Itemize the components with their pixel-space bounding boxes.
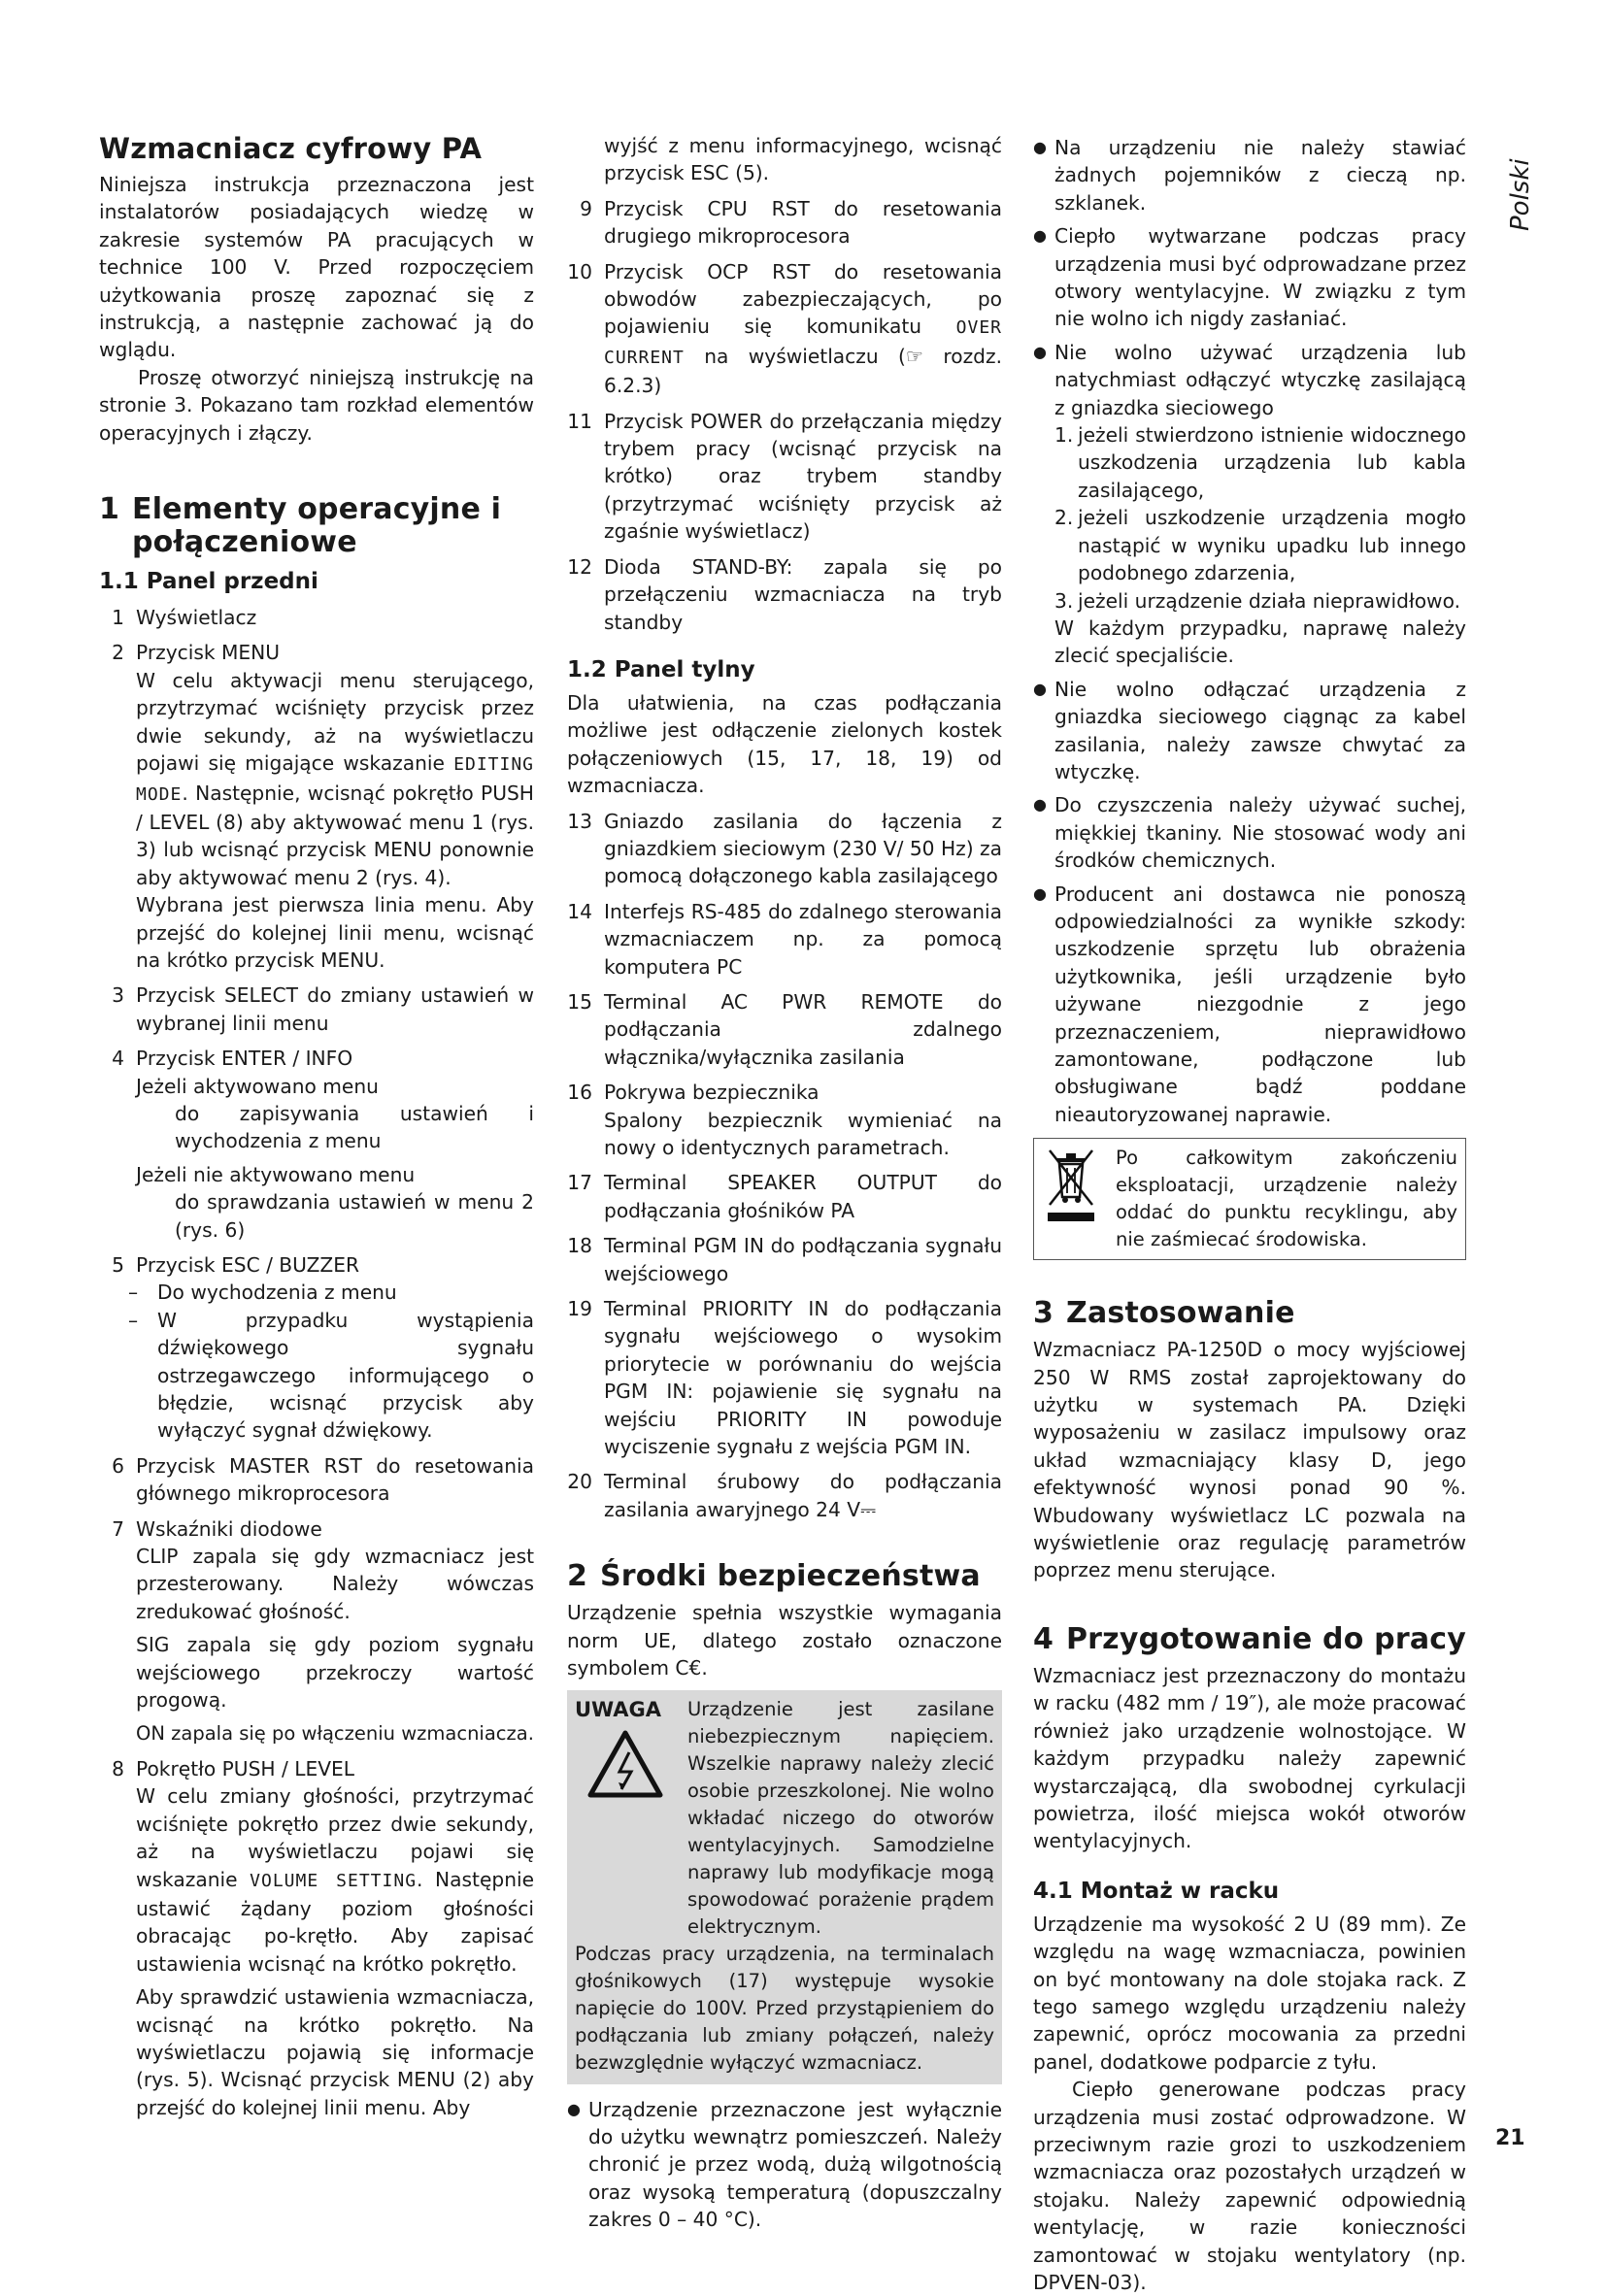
section-1-2-intro: Dla ułatwienia, na czas podłączania możliwe jest odłączenie zielonych kostek połączeniowych (15, 17, 18, 19) od wzmacniacza. [567, 690, 1002, 798]
page-number: 21 [1495, 2126, 1525, 2150]
list-item: 20 Terminal śrubowy do podłączania zasilania awaryjnego 24 V⎓ [567, 1470, 1002, 1521]
list-item-detail: SIG zapala się gdy poziom sygnału wejściowego przekroczy wartość progową. [136, 1633, 534, 1713]
section-2-heading: 2 Środki bezpieczeństwa [567, 1559, 981, 1594]
list-item-detail: CLIP zapala się gdy wzmacniacz jest przesterowany. Należy wówczas zredukować głośność. [136, 1545, 534, 1623]
warning-text-2: Podczas pracy urządzenia, na terminalach głośnikowych (17) występuje wysokie napięcie do 100V. Przed przystąpieniem do podłączania lub zmiany połączeń, należy bezwzględnie wyłączyć wzmacniacz. [575, 1942, 994, 2074]
bullet-tail: W każdym przypadku, naprawę należy zlecić specjaliście. [1054, 616, 1466, 668]
section-1-1-heading: 1.1 Panel przedni [99, 569, 318, 595]
section-4-heading: 4 Przygotowanie do pracy [1033, 1621, 1467, 1656]
list-item: 6 Przycisk MASTER RST do resetowania głównego mikroprocesora [112, 1453, 534, 1506]
intro-paragraph-2: Proszę otworzyć niniejszą instrukcję na stronie 3. Pokazano tam rozkład elementów operacyjnych i złączy. [99, 365, 534, 445]
language-tab [1502, 136, 1541, 252]
section-1-2-heading: 1.2 Panel tylny [567, 656, 755, 682]
list-item-detail: Wybrana jest pierwsza linia menu. Aby przejść do kolejnej linii menu, wcisnąć na krótko przycisk MENU. [136, 893, 534, 972]
section-1-heading: 1 Elementy operacyjne i połączeniowe [99, 492, 502, 560]
dash-item: – Do wychodzenia z menu [128, 1281, 397, 1305]
list-item: 7 Wskaźniki diodowe [112, 1516, 322, 1541]
list-item: 3 Przycisk SELECT do zmiany ustawień w wybranej linii menu [112, 983, 534, 1035]
list-item: 9 Przycisk CPU RST do resetowania drugiego mikroprocesora [580, 196, 1002, 249]
recycling-notice [1033, 1138, 1466, 1260]
section-2-intro: Urządzenie spełnia wszystkie wymagania norm UE, dlatego zostało oznaczone symbolem C€. [567, 1601, 1002, 1680]
document-title: Wzmacniacz cyfrowy PA [99, 132, 483, 165]
list-item: 17 Terminal SPEAKER OUTPUT do podłączania głośników PA [567, 1171, 1002, 1222]
list-item-detail: do zapisywania ustawień i wychodzenia z menu [175, 1101, 534, 1153]
list-item-detail: W celu aktywacji menu sterującego, przytrzymać wciśnięty przycisk przez dwie sekundy, aż na wyświetlaczu pojawi się migające wskazanie EDITING MODE. Następnie, wcisnąć pokrętło PUSH / LEVEL (8) aby aktywować menu 1 (rys. 3) lub wcisnąć przycisk MENU ponownie aby aktywować menu 2 (rys. 4). [136, 668, 535, 889]
warning-text: Urządzenie jest zasilane niebezpiecznym napięciem. Wszelkie naprawy należy zlecić osobie przeszkolonej. Nie wolno wkładać niczego do otworów wentylacyjnych. Samodzielne naprawy lub modyfikacje mogą spowodować porażenie prądem elektrycznym. [687, 1697, 994, 1938]
bullet-item: ● Do czyszczenia należy używać suchej, miękkiej tkaniny. Nie stosować wody ani środków chemicznych. [1033, 793, 1466, 873]
intro-paragraph: Niniejsza instrukcja przeznaczona jest instalatorów posiadających wiedzę w zakresie systemów PA pracujących w technice 100 V. Przed rozpoczęciem użytkowania proszę zapoznać się z instrukcją, a następnie zachować ją do wglądu. [99, 173, 534, 362]
bullet-item: ● Na urządzeniu nie należy stawiać żadnych pojemników z cieczą np. szklanek. [1033, 136, 1466, 215]
section-4-1-text-2: Ciepło generowane podczas pracy urządzenia musi zostać odprowadzone. W przeciwnym razie grozi to uszkodzeniem wzmacniacza oraz pozostałych urządzeń w stojaku. Należy zapewnić odpowiednią wentylację, w razie konieczności zamontować w stojaku wentylatory (np. DPVEN-03). [1033, 2078, 1466, 2294]
recycling-text: Po całkowitym zakończeniu eksploatacji, urządzenie należy oddać do punktu recyklingu, aby nie zaśmiecać środowiska. [1116, 1147, 1457, 1251]
column-3 [1033, 134, 1466, 2296]
crossed-out-bin-icon [1042, 1145, 1100, 1224]
section-3-heading: 3 Zastosowanie [1033, 1296, 1295, 1331]
list-item: 14 Interfejs RS-485 do zdalnego sterowania wzmacniaczem np. za pomocą komputera PC [567, 899, 1002, 979]
list-item: 8 Pokrętło PUSH / LEVEL [112, 1756, 355, 1780]
list-item: 10 Przycisk OCP RST do resetowania obwodów zabezpieczających, po pojawieniu się komunikatu OVER CURRENT na wyświetlaczu (☞ rozdz. 6.2.3) [567, 259, 1003, 398]
warning-box [567, 1690, 1002, 2084]
list-item: 12 Dioda STAND-BY: zapala się po przełączeniu wzmacniacza na tryb standby [567, 554, 1002, 634]
section-4-text: Wzmacniacz jest przeznaczony do montażu w racku (482 mm / 19″), ale może pracować również jako urządzenie wolnostojące. W każdym przypadku należy zapewnić wystarczającą, dla swobodnej cyrkulacji powietrza, ilość miejsca wokół otworów wentylacyjnych. [1033, 1663, 1466, 1853]
list-item: 15 Terminal AC PWR REMOTE do podłączania zdalnego włącznika/wyłącznika zasilania [567, 989, 1002, 1069]
list-item-detail: Spalony bezpiecznik wymieniać na nowy o identycznych parametrach. [604, 1108, 1002, 1159]
list-item-detail: Jeżeli aktywowano menu [136, 1074, 379, 1098]
list-item-detail: ON zapala się po włączeniu wzmacniacza. [136, 1721, 534, 1745]
list-item-detail: Aby sprawdzić ustawienia wzmacniacza, wcisnąć na krótko pokrętło. Na wyświetlaczu pojawią się informacje (rys. 5). Wcisnąć przycisk MENU (2) aby przejść do kolejnej linii menu. Aby [136, 1985, 534, 2119]
list-item: 5 Przycisk ESC / BUZZER [112, 1253, 360, 1277]
bullet-item: ● Urządzenie przeznaczone jest wyłącznie do użytku wewnątrz pomieszczeń. Należy chronić je przez wodą, dużą wilgotnością oraz wysoką temperaturą (dopuszczalny zakres 0 – 40 °C). [567, 2097, 1002, 2232]
list-item: 4 Przycisk ENTER / INFO [112, 1047, 353, 1071]
bullet-item: ● Producent ani dostawca nie ponoszą odpowiedzialności za wynikłe szkody: uszkodzenie sprzętu lub obrażenia użytkownika, jeśli urządzenie było używane niezgodnie z jego przeznaczeniem, nieprawidłowo zamontowane, podłączone lub obsługiwane bądź poddane nieautoryzowanej naprawie. [1033, 882, 1466, 1126]
column-1 [99, 132, 534, 2121]
language-label: Polski [1506, 158, 1535, 231]
section-3-text: Wzmacniacz PA-1250D o mocy wyjściowej 250 W RMS został zaprojektowany do użytku w systemach PA. Dzięki wyposażeniu w zasilacz impulsowy oraz układ wzmacniający klasy D, jego efektywność wynosi ponad 90 %. Wbudowany wyświetlacz LC pozwala na wyświetlenie oraz regulację parametrów poprzez menu sterujące. [1033, 1338, 1466, 1582]
list-item: 11 Przycisk POWER do przełączania między trybem pracy (wcisnąć przycisk na krótko) oraz trybem standby (przytrzymać wciśnięty przycisk aż zgaśnie wyświetlacz) [567, 409, 1002, 544]
section-4-1-text: Urządzenie ma wysokość 2 U (89 mm). Ze względu na wagę wzmacniacza, powinien on być montowany na dole stojaka rack. Z tego samego względu urządzeniu należy zapewnić, oprócz mocowania za przedni panel, dodatkowe podparcie z tyłu. [1033, 1912, 1466, 2074]
list-item-detail: do sprawdzania ustawień w menu 2 (rys. 6) [175, 1190, 534, 1242]
warning-label: UWAGA [575, 1697, 662, 1721]
list-item: 13 Gniazdo zasilania do łączenia z gniazdkiem sieciowym (230 V/ 50 Hz) za pomocą dołączonego kabla zasilającego [567, 809, 1002, 888]
numbered-subitem: 3. jeżeli urządzenie działa nieprawidłowo. [1054, 588, 1460, 613]
column-2 [567, 132, 1002, 2234]
bullet-item: ● Ciepło wytwarzane podczas pracy urządzenia musi być odprowadzane przez otwory wentylacyjne. W związku z tym nie wolno ich nigdy zasłaniać. [1033, 224, 1466, 331]
list-item-detail: Jeżeli nie aktywowano menu [136, 1162, 416, 1186]
list-item-detail: wyjść z menu informacyjnego, wcisnąć przycisk ESC (5). [604, 134, 1002, 185]
bullet-item: ● Nie wolno używać urządzenia lub natychmiast odłączyć wtyczkę zasilającą z gniazdka sieciowego [1033, 340, 1466, 419]
list-item: 18 Terminal PGM IN do podłączania sygnału wejściowego [567, 1234, 1002, 1285]
high-voltage-warning-icon [586, 1729, 664, 1799]
list-item-detail: W celu zmiany głośności, przytrzymać wciśnięte pokrętło przez dwie sekundy, aż na wyświetlaczu pojawi się wskazanie VOLUME SETTING. Następnie ustawić żądany poziom głośności obracając po-krętło. Aby zapisać ustawienia wcisnąć na krótko pokrętło. [136, 1784, 535, 1976]
list-item: 19 Terminal PRIORITY IN do podłączania sygnału wejściowego o wysokim priorytecie w porównaniu do wejścia PGM IN: pojawienie się sygnału na wejściu PRIORITY IN powoduje wyciszenie sygnału z wejścia PGM IN. [567, 1297, 1002, 1459]
list-item: 16 Pokrywa bezpiecznika [567, 1081, 820, 1105]
section-4-1-heading: 4.1 Montaż w racku [1033, 1878, 1280, 1904]
list-item: 1 Wyświetlacz [112, 606, 257, 630]
list-item: 2 Przycisk MENU [112, 641, 281, 665]
dash-item: – W przypadku wystąpienia dźwiękowego sygnału ostrzegawczego informującego o błędzie, wcisnąć przycisk aby wyłączyć sygnał dźwiękowy. [128, 1308, 534, 1443]
bullet-item: ● Nie wolno odłączać urządzenia z gniazdka sieciowego ciągnąc za kabel zasilania, należy zawsze chwytać za wtyczkę. [1033, 677, 1466, 783]
numbered-subitem: 2. jeżeli uszkodzenie urządzenia mogło nastąpić w wyniku upadku lub innego podobnego zdarzenia, [1054, 506, 1466, 585]
numbered-subitem: 1. jeżeli stwierdzono istnienie widocznego uszkodzenia urządzenia lub kabla zasilającego, [1054, 423, 1466, 502]
